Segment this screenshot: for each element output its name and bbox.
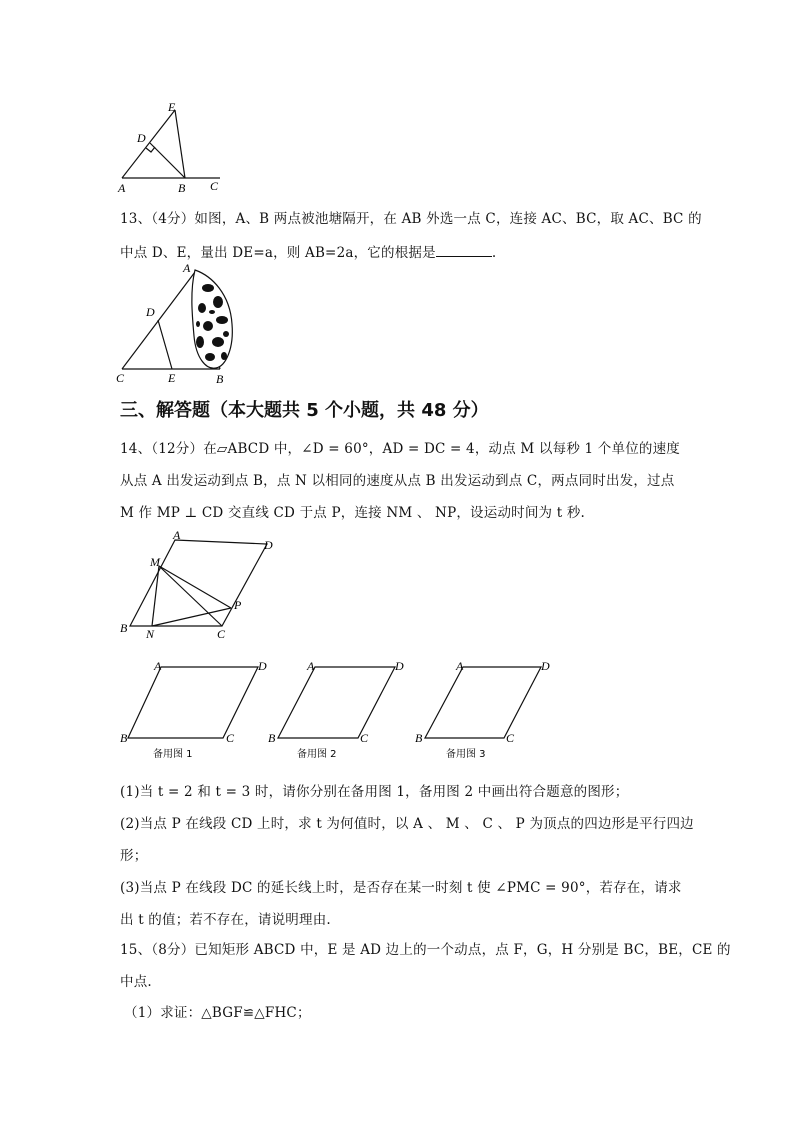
label-D: D	[258, 659, 267, 673]
spare-figure-2	[264, 658, 414, 762]
label-A: A	[456, 659, 464, 673]
label-C: C	[210, 179, 219, 193]
figure-q14-main	[112, 526, 292, 646]
q15-line1: 15、（8分）已知矩形 ABCD 中，E 是 AD 边上的一个动点，点 F，G，H 分别是 BC，BE，CE 的	[120, 942, 731, 958]
label-N: N	[146, 627, 155, 641]
label-A: A	[118, 181, 126, 195]
figure-q13-pond	[112, 262, 252, 388]
label-E: E	[168, 100, 176, 114]
label-C: C	[226, 731, 235, 745]
label-E: E	[168, 371, 176, 385]
label-P: P	[234, 598, 242, 612]
q15-part1: （1）求证：△BGF≌△FHC；	[124, 1005, 311, 1021]
label-D: D	[395, 659, 404, 673]
q14-part3-line1: (3)当点 P 在线段 DC 的延长线上时，是否存在某一时刻 t 使 ∠PMC = 90°，若存在，请求	[120, 880, 682, 896]
q14-part1: (1)当 t = 2 和 t = 3 时，请你分别在备用图 1，备用图 2 中画出符合题意的图形；	[120, 784, 629, 800]
label-D: D	[264, 538, 273, 552]
spare-figure-3	[413, 658, 563, 762]
label-C: C	[506, 731, 515, 745]
label-A: A	[307, 659, 315, 673]
spare-caption-2: 备用图 2	[297, 749, 337, 760]
spare-caption-3: 备用图 3	[446, 749, 486, 760]
figure-q12	[112, 96, 232, 196]
q14-part2-line1: (2)当点 P 在线段 CD 上时，求 t 为何值时，以 A 、 M 、 C 、 P 为顶点的四边形是平行四边	[120, 816, 694, 832]
label-B: B	[120, 621, 128, 635]
q13-line2-end: .	[491, 245, 497, 261]
label-B: B	[268, 731, 276, 745]
label-B: B	[216, 372, 224, 386]
label-A: A	[173, 528, 181, 542]
label-D: D	[137, 131, 146, 145]
spare-figure-1	[118, 658, 268, 762]
section-title: 三、解答题（本大题共 5 个小题，共 48 分）	[120, 400, 489, 421]
label-C: C	[360, 731, 369, 745]
label-M: M	[150, 555, 160, 569]
q14-part3-line2: 出 t 的值；若不存在，请说明理由.	[120, 912, 331, 928]
q13-line2	[120, 241, 496, 261]
label-D: D	[541, 659, 550, 673]
spare-caption-1: 备用图 1	[153, 749, 193, 760]
q15-line2: 中点.	[120, 974, 152, 990]
label-B: B	[415, 731, 423, 745]
answer-blank[interactable]	[436, 244, 492, 257]
q13-line2-text: 中点 D、E，量出 DE=a，则 AB=2a，它的根据是	[120, 245, 436, 261]
q13-line1: 13、（4分）如图，A、B 两点被池塘隔开，在 AB 外选一点 C，连接 AC、BC，取 AC、BC 的	[120, 211, 702, 227]
q14-line1: 14、（12分）在▱ABCD 中，∠D = 60°，AD = DC = 4，动点 M 以每秒 1 个单位的速度	[120, 441, 680, 457]
label-C: C	[116, 371, 125, 385]
label-B: B	[120, 731, 128, 745]
q14-part2-line2: 形；	[120, 848, 148, 864]
q14-line3: M 作 MP ⊥ CD 交直线 CD 于点 P，连接 NM 、 NP，设运动时间为 t 秒.	[120, 505, 586, 521]
label-B: B	[178, 181, 186, 195]
label-A: A	[183, 262, 191, 275]
label-A: A	[154, 659, 162, 673]
label-D: D	[146, 305, 155, 319]
q14-line2: 从点 A 出发运动到点 B，点 N 以相同的速度从点 B 出发运动到点 C，两点同时出发，过点	[120, 473, 675, 489]
label-C: C	[217, 627, 226, 641]
